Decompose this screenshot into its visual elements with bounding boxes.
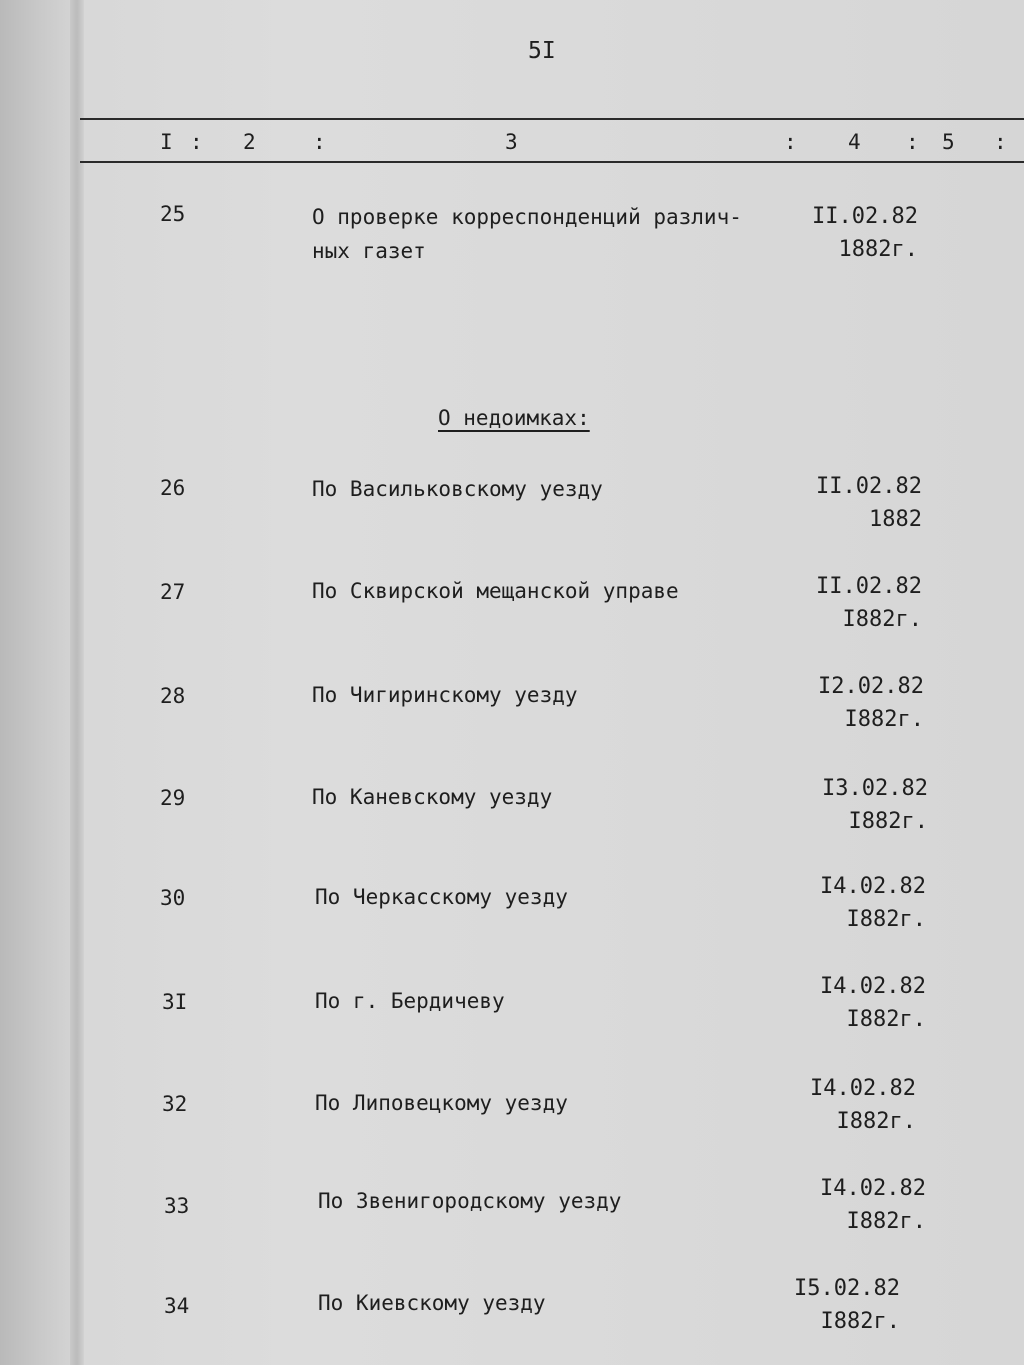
- column-header-5: 5: [942, 130, 955, 154]
- entry-date: [786, 1172, 926, 1238]
- entry-description: [312, 200, 832, 268]
- entry-year-value: I882г.: [842, 607, 922, 632]
- entry-description-line: О проверке корреспонденций различ-: [312, 205, 742, 229]
- entry-year-value: I882г.: [846, 907, 926, 932]
- entry-year-value: I882г.: [836, 1109, 916, 1134]
- entry-description: По Чигиринскому уезду: [312, 683, 578, 707]
- entry-number: 32: [162, 1092, 188, 1116]
- page-binding: [70, 0, 84, 1365]
- entry-number: 25: [160, 202, 186, 226]
- entry-date-value: I4.02.82: [810, 1076, 916, 1101]
- entry-date-value: I4.02.82: [820, 874, 926, 899]
- entry-number: 34: [164, 1294, 190, 1318]
- entry-date: [786, 870, 926, 936]
- entry-year-value: I882г.: [848, 809, 928, 834]
- entry-date-value: I2.02.82: [818, 674, 924, 699]
- column-header-2: 2: [243, 130, 256, 154]
- entry-date-value: II.02.82: [816, 574, 922, 599]
- entry-description: По Черкасскому уезду: [315, 885, 568, 909]
- column-header-1: I: [160, 130, 173, 154]
- entry-number: 29: [160, 786, 186, 810]
- entry-number: 28: [160, 684, 186, 708]
- header-rule-bottom: [80, 161, 1024, 163]
- entry-date-value: II.02.82: [812, 204, 918, 229]
- column-separator: :: [784, 130, 797, 154]
- entry-description: По Васильковскому уезду: [312, 477, 603, 501]
- entry-date: [788, 772, 928, 838]
- entry-number: 27: [160, 580, 186, 604]
- entry-description: По Киевскому уезду: [318, 1291, 546, 1315]
- entry-year-value: 1882: [869, 507, 922, 532]
- entry-date-value: I5.02.82: [794, 1276, 900, 1301]
- entry-description: По Липовецкому уезду: [315, 1091, 568, 1115]
- entry-description: По Сквирской мещанской управе: [312, 579, 679, 603]
- entry-date: [776, 1072, 916, 1138]
- entry-description: По Каневскому уезду: [312, 785, 553, 809]
- entry-number: 33: [164, 1194, 190, 1218]
- column-separator: :: [906, 130, 919, 154]
- header-rule-top: [80, 118, 1024, 120]
- column-header-3: 3: [505, 130, 518, 154]
- entry-year-value: I882г.: [820, 1309, 900, 1334]
- page-number: 5I: [528, 38, 556, 64]
- entry-date-value: II.02.82: [816, 474, 922, 499]
- column-separator: :: [994, 130, 1007, 154]
- entry-description-line: ных газет: [312, 239, 426, 263]
- entry-date-value: I4.02.82: [820, 1176, 926, 1201]
- entry-date: [786, 970, 926, 1036]
- entry-date: [782, 470, 922, 536]
- entry-number: 26: [160, 476, 186, 500]
- entry-year-value: I882г.: [846, 1209, 926, 1234]
- column-separator: :: [190, 130, 203, 154]
- entry-year-value: I882г.: [846, 1007, 926, 1032]
- entry-date: [784, 670, 924, 736]
- entry-number: 30: [160, 886, 186, 910]
- entry-year-value: I882г.: [844, 707, 924, 732]
- entry-date: [782, 570, 922, 636]
- column-header-4: 4: [848, 130, 861, 154]
- entry-date: [778, 200, 918, 266]
- entry-description: По Звенигородскому уезду: [318, 1189, 622, 1213]
- entry-date-value: I4.02.82: [820, 974, 926, 999]
- entry-date: [760, 1272, 900, 1338]
- entry-year-value: 1882г.: [838, 237, 918, 262]
- entry-description: По г. Бердичеву: [315, 989, 505, 1013]
- entry-number: 3I: [162, 990, 188, 1014]
- entry-date-value: I3.02.82: [822, 776, 928, 801]
- section-heading: О недоимках:: [438, 406, 590, 430]
- column-separator: :: [313, 130, 326, 154]
